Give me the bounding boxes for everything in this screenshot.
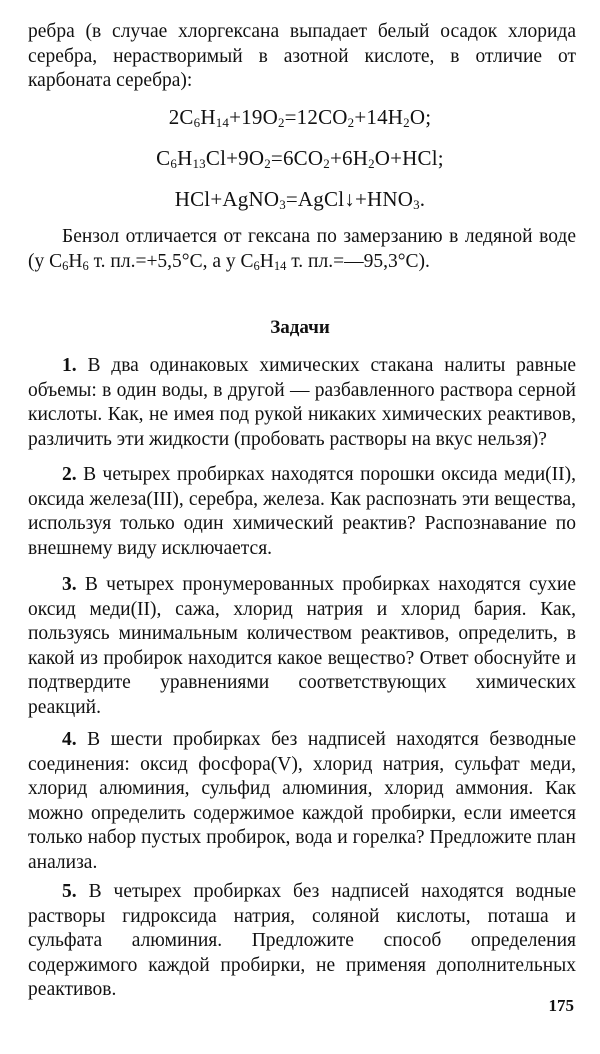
task-5-text: В четырех пробирках без надписей находятся водные растворы гидроксида натрия, соляной кислоты, поташа и сульфата алюминия. Предложите способ определения содержимого каждой пробирки, не применяя дополнительных реактивов.: [28, 881, 576, 1001]
task-5: [28, 880, 576, 1003]
page-number: 175: [548, 996, 574, 1015]
task-2-number: 2.: [62, 464, 77, 485]
equation-2-rhs: [271, 146, 444, 170]
equation-3: [0, 186, 600, 212]
equation-term-0-rhs-4: O;: [409, 105, 432, 129]
equation-term-1-rhs-4: O+HCl;: [374, 146, 444, 170]
task-3: [28, 573, 576, 721]
equation-subscript-1-rhs-3: 2: [368, 156, 375, 171]
benzene-sub-1: 6: [62, 258, 69, 273]
benzene-sub-3: 6: [253, 258, 260, 273]
task-4-number: 4.: [62, 729, 77, 750]
task-4: [28, 728, 576, 876]
benzene-text-4: H: [259, 250, 274, 272]
benzene-text-2: H: [68, 250, 83, 272]
equation-term-0-lhs-4: +19O: [229, 105, 278, 129]
equation-1-lhs: [169, 105, 285, 129]
benzene-text-1: Бензол отличается от гексана по замерзанию в ледяной воде (у C: [28, 226, 576, 272]
task-1: [28, 354, 576, 452]
intro-paragraph: ребра (в случае хлоргексана выпадает белый осадок хлорида серебра, нерастворимый в азотной кислоте, в отличие от карбоната серебра):: [28, 21, 576, 92]
benzene-sub-2: 6: [82, 258, 89, 273]
equation-term-2-lhs-0: HCl+AgNO: [174, 187, 280, 211]
equation-term-0-lhs-2: H: [200, 105, 216, 129]
equation-subscript-1-lhs-3: 13: [192, 156, 206, 171]
equation-subscript-0-lhs-1: 6: [193, 115, 201, 130]
equation-term-2-rhs-2: .: [419, 187, 426, 211]
task-3-number: 3.: [62, 574, 77, 595]
task-4-text: В шести пробирках без надписей находятся безводные соединения: оксид фосфора(V), хлорид натрия, сульфат меди, хлорид алюминия, сульфид алюминия, хлорид аммония. Как можно определить содержимое каждой пробирки, если имеется только набор пустых пробирок, вода и горелка? Предложите план анализа.: [28, 729, 576, 873]
equation-subscript-1-rhs-1: 2: [323, 156, 330, 171]
equation-subscript-1-lhs-5: 2: [264, 156, 271, 171]
benzene-text-3: т. пл.=+5,5°С, а у C: [88, 250, 254, 272]
benzene-sub-4: 14: [273, 258, 287, 273]
equation-2-lhs: [156, 146, 271, 170]
equation-subscript-0-rhs-3: 2: [403, 115, 410, 130]
benzene-text-5: т. пл.=—95,3°С).: [286, 250, 430, 272]
equation-term-1-rhs-0: =6CO: [270, 146, 324, 170]
equation-term-1-lhs-4: Cl+9O: [205, 146, 265, 170]
task-5-number: 5.: [62, 881, 77, 902]
task-1-number: 1.: [62, 355, 77, 376]
equation-subscript-2-rhs-1: 3: [413, 197, 420, 212]
task-1-text: В два одинаковых химических стакана налиты равные объемы: в один воды, в другой — разбавленного раствора серной кислоты. Как, не имея под рукой никаких химических реактивов, различить эти жидкости (пробовать растворы на вкус нельзя)?: [28, 355, 576, 450]
equation-1-rhs: [285, 105, 432, 129]
equation-term-1-lhs-2: H: [177, 146, 193, 170]
equation-3-rhs: [286, 187, 425, 211]
equation-term-1-lhs-0: C: [156, 146, 171, 170]
section-heading: Задачи: [270, 317, 330, 338]
equation-3-lhs: [175, 187, 286, 211]
equation-subscript-2-lhs-1: 3: [279, 197, 286, 212]
benzene-paragraph: [28, 225, 576, 274]
equation-subscript-0-lhs-3: 14: [215, 115, 230, 130]
equation-1: [0, 104, 600, 130]
task-2-text: В четырех пробирках находятся порошки оксида меди(II), оксида железа(III), серебра, железа. Как распознать эти вещества, используя только один химический реактив? Распознавание по внешнему виду исключается.: [28, 464, 576, 559]
task-3-text: В четырех пронумерованных пробирках находятся сухие оксид меди(II), сажа, хлорид натрия и хлорид бария. Как, пользуясь минимальным количеством реактивов, определить, в какой из пробирок находится какое вещество? Ответ обоснуйте и подтвердите уравнениями соответствующих химических реакций.: [28, 574, 576, 718]
equation-term-0-rhs-2: +14H: [354, 105, 404, 129]
equation-subscript-0-rhs-1: 2: [347, 115, 355, 130]
equation-term-1-rhs-2: +6H: [329, 146, 369, 170]
equation-term-2-rhs-0: =AgCl↓+HNO: [285, 187, 414, 211]
equation-subscript-0-lhs-5: 2: [277, 115, 285, 130]
equation-2: [0, 145, 600, 171]
equation-subscript-1-lhs-1: 6: [170, 156, 178, 171]
task-2: [28, 463, 576, 561]
equation-term-0-rhs-0: =12CO: [284, 105, 348, 129]
equation-term-0-lhs-0: 2C: [168, 105, 194, 129]
